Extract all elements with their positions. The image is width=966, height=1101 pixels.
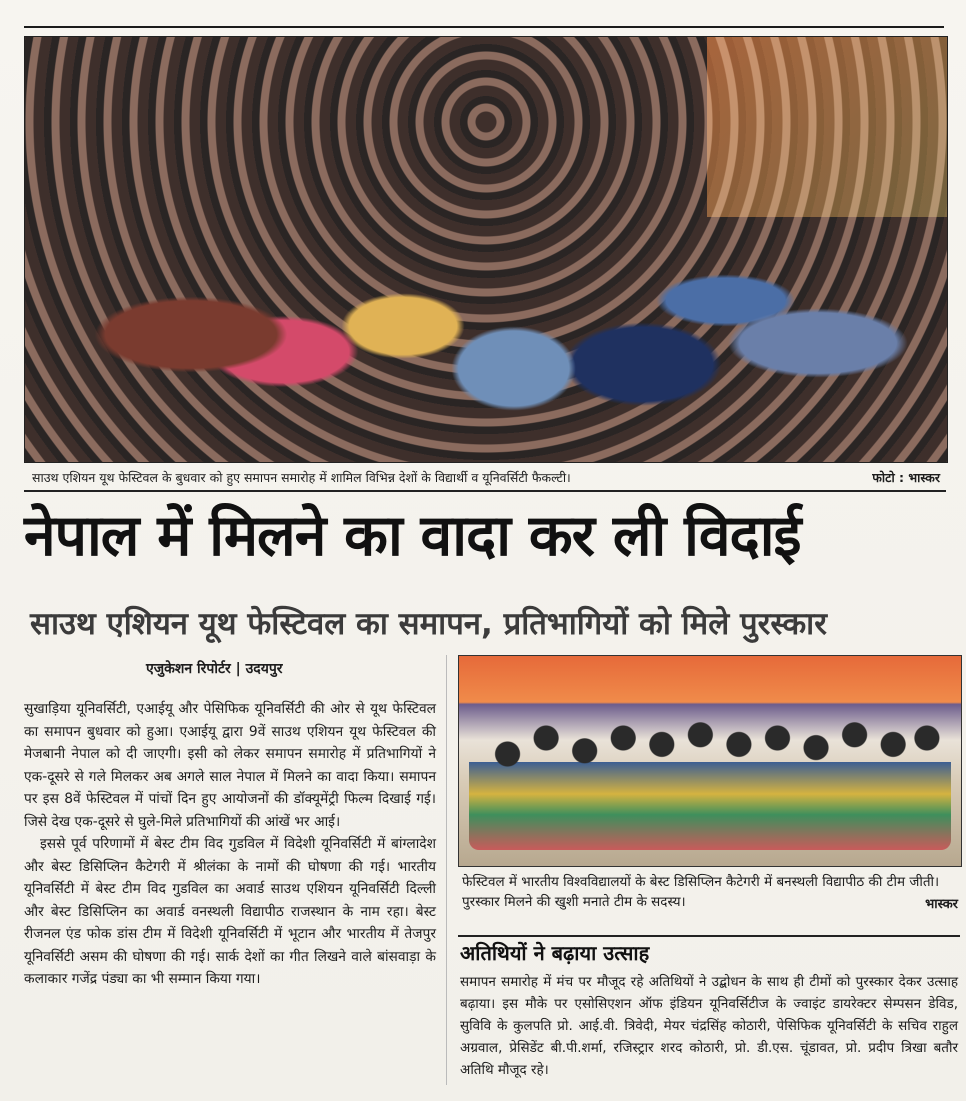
main-photo-crowd bbox=[24, 36, 948, 463]
paragraph-1: सुखाड़िया यूनिवर्सिटी, एआईयू और पेसिफिक यूनिवर्सिटी की ओर से यूथ फेस्टिवल का समापन बुधवार को हुआ। एआईयू द्वारा 9वें साउथ एशियन यूथ फेस्टिवल की मेजबानी नेपाल को दी जाएगी। इसी को लेकर समापन समारोह में प्रतिभागियों ने एक-दूसरे से गले मिलकर अब अगले साल नेपाल में मिलने का वादा किया। समापन पर इस 8वें फेस्टिवल में पांचों दिन हुए आयोजनों की डॉक्यूमेंट्री फिल्म दिखाई गई। जिसे देख एक-दूसरे से घुले-मिले प्रतिभागियों की आंखें भर आई। bbox=[24, 701, 436, 830]
photo-credit: फोटो : भास्कर bbox=[872, 470, 940, 485]
paragraph-2: इससे पूर्व परिणामों में बेस्ट टीम विद गुडविल में विदेशी यूनिवर्सिटी में बांग्लादेश और बेस्ट डिसिप्लिन कैटेगरी में श्रीलंका के नामों की घोषणा की गई। भारतीय यूनिवर्सिटी में बेस्ट टीम विद गुडविल का अवार्ड साउथ एशियन यूनिवर्सिटी दिल्ली और बेस्ट डिसिप्लिन का अवार्ड वनस्थली विद्यापीठ राजस्थान के नाम रहा। बेस्ट रीजनल एंड फोक डांस टीम में विदेशी यूनिवर्सिटी में भूटान और भारतीय में तेजपुर यूनिवर्सिटी असम की घोषणा की गई। सार्क देशों का गीत लिखने वाले बांसवाड़ा के कलाकार गजेंद्र पंड्या का भी सम्मान किया गया। bbox=[24, 836, 436, 987]
headline: नेपाल में मिलने का वादा कर ली विदाई bbox=[24, 502, 801, 569]
subheadline: साउथ एशियन यूथ फेस्टिवल का समापन, प्रतिभागियों को मिले पुरस्कार bbox=[30, 606, 827, 642]
team-photo bbox=[458, 655, 962, 867]
team-photo-credit: भास्कर bbox=[925, 897, 958, 912]
article-body bbox=[24, 698, 436, 991]
sidebar-box bbox=[458, 935, 960, 1087]
column-divider bbox=[446, 655, 447, 1085]
top-rule bbox=[24, 6, 944, 28]
photo-caption-row bbox=[24, 464, 946, 492]
team-photo-people bbox=[469, 690, 951, 850]
byline: एजुकेशन रिपोर्टर | उदयपुर bbox=[146, 661, 283, 677]
team-photo-caption: फेस्टिवल में भारतीय विश्वविद्यालयों के बेस्ट डिसिप्लिन कैटेगरी में बनस्थली विद्यापीठ की टीम जीती। पुरस्कार मिलने की खुशी मनाते टीम के सदस्य। bbox=[462, 874, 940, 910]
sidebar-text: समापन समारोह में मंच पर मौजूद रहे अतिथियों ने उद्बोधन के साथ ही टीमों को पुरस्कार देकर उत्साह बढ़ाया। इस मौके पर एसोसिएशन ऑफ इंडियन यूनिवर्सिटीज के ज्वाइंट डायरेक्टर सेम्पसन डेविड, सुविवि के कुलपति प्रो. आई.वी. त्रिवेदी, मेयर चंद्रसिंह कोठारी, पेसिफिक यूनिवर्सिटी के सचिव राहुल अग्रवाल, प्रेसिडेंट बी.पी.शर्मा, रजिस्ट्रार शरद कोठारी, प्रो. डी.एस. चूंडावत, प्रो. प्रदीप त्रिखा बतौर अतिथि मौजूद रहे। bbox=[460, 974, 958, 1078]
photo-caption: साउथ एशियन यूथ फेस्टिवल के बुधवार को हुए समापन समारोह में शामिल विभिन्न देशों के विद्यार्थी व यूनिवर्सिटी फैकल्टी। bbox=[32, 470, 571, 485]
sidebar-title: अतिथियों ने बढ़ाया उत्साह bbox=[460, 941, 650, 965]
